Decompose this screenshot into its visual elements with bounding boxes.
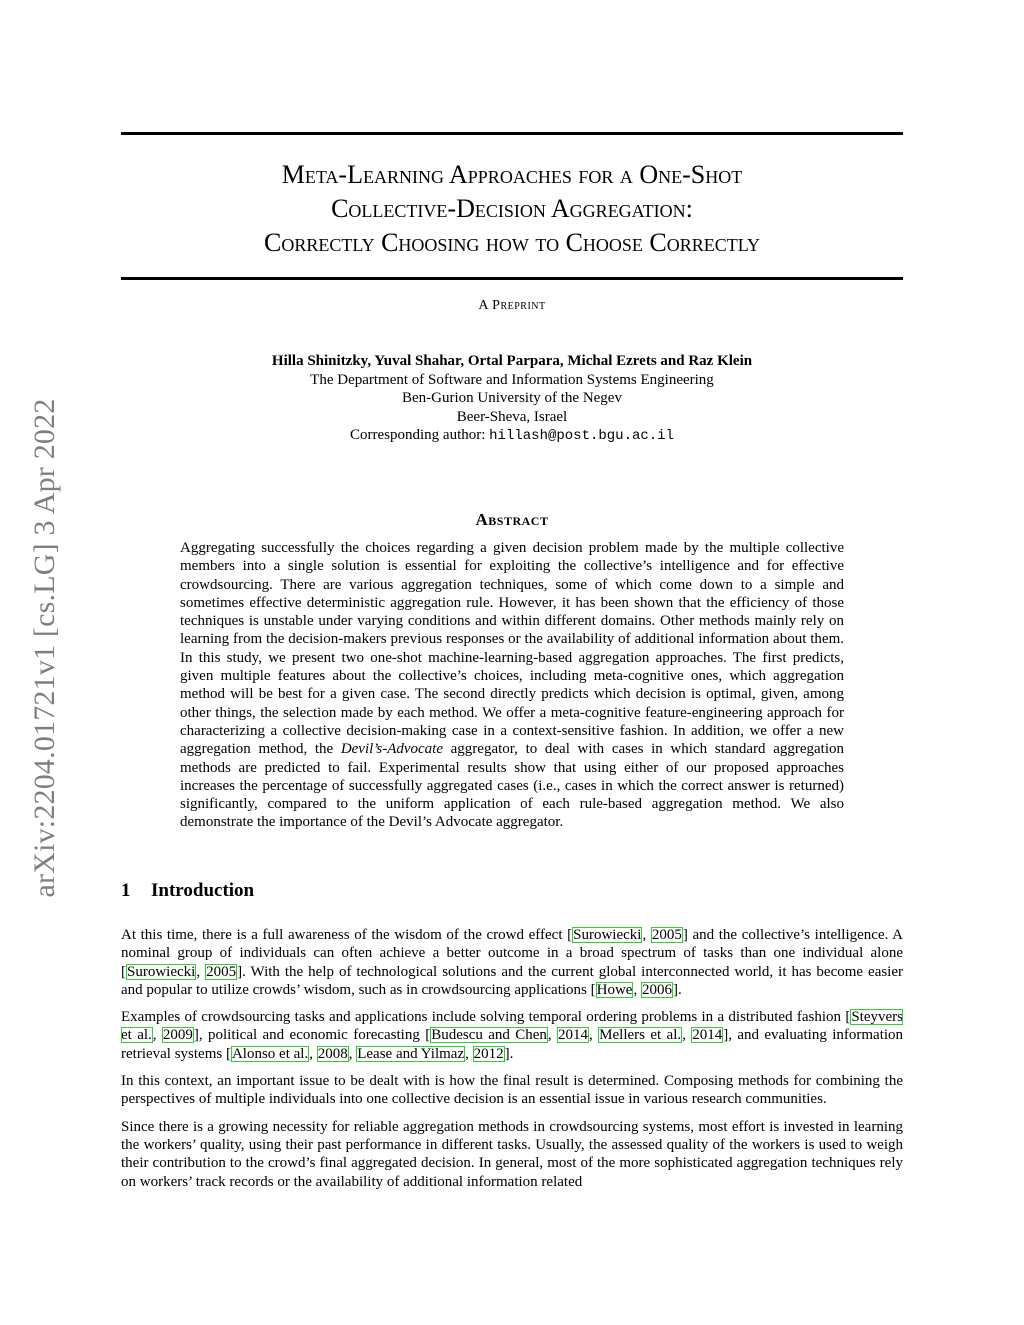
paragraph-text: ,	[642, 927, 651, 943]
abstract-devils-advocate-term: Devil’s-Advocate	[340, 741, 443, 758]
citation-link[interactable]: 2009	[162, 1027, 193, 1044]
title-top-rule	[121, 132, 903, 135]
paragraph-4: Since there is a growing necessity for reliable aggregation methods in crowdsourcing systems, most effort is invested in learning the workers’ quality, using their past performance in different tasks. Usually, the assessed quality of the workers is used to weigh their contribution to the crowd’s final aggregated decision. In general, most of the more sophisticated aggregation techniques rely on workers’ track records or the availability of additional information related	[121, 1118, 903, 1190]
paragraph-1	[121, 926, 903, 999]
citation-link[interactable]: Mellers et al.	[599, 1027, 682, 1044]
paragraph-text: ] and the collective’s intelligence. A nominal group of individuals can often achieve a better outcome in a broad spectrum of tasks than one individual alone [	[121, 927, 903, 980]
corresponding-author-label: Corresponding author:	[350, 427, 486, 443]
abstract-body	[180, 539, 844, 832]
paragraph-text: ].	[504, 1045, 514, 1062]
citation-link[interactable]: Budescu and Chen	[431, 1027, 547, 1044]
citation-link[interactable]: Steyvers et al.	[121, 1009, 903, 1044]
paragraph-text: ,	[547, 1027, 558, 1044]
paragraph-text: ,	[309, 1045, 317, 1062]
paragraph-text: ,	[196, 963, 206, 980]
paragraph-text: ,	[633, 981, 641, 998]
corresponding-author	[0, 426, 1024, 446]
paragraph-text: ], political and economic forecasting [	[193, 1027, 431, 1044]
paragraph-text: Examples of crowdsourcing tasks and applications include solving temporal ordering problems in a distributed fashion [	[121, 1009, 851, 1026]
paragraph-text: At this time, there is a full awareness of the wisdom of the crowd effect [	[121, 927, 573, 943]
citation-link[interactable]: 2006	[641, 981, 672, 998]
introduction-body	[121, 926, 903, 1200]
paragraph-text: ,	[682, 1027, 692, 1044]
author-university: Ben-Gurion University of the Negev	[402, 390, 622, 406]
author-department: The Department of Software and Information Systems Engineering	[310, 371, 714, 388]
paragraph-text: ,	[465, 1045, 473, 1062]
citation-link[interactable]: 2005	[651, 927, 682, 943]
citation-link[interactable]: 2012	[473, 1045, 504, 1062]
citation-link[interactable]: Alonso et al.	[231, 1045, 309, 1062]
abstract-heading: Abstract	[475, 510, 549, 529]
paper-title	[121, 158, 903, 260]
abstract-text-part-1: Aggregating successfully the choices regarding a given decision problem made by the multiple collective members into a single solution is essential for exploiting the collective’s intelligence and for effective crowdsourcing. There are various aggregation techniques, some of which come down to a simple and sometimes effective deterministic aggregation rule. However, it has been shown that the efficiency of those techniques is unstable under varying conditions and within different domains. Other methods mainly rely on learning from the decision-makers previous responses or the availability of additional information about them. In this study, we present two one-shot machine-learning-based aggregation approaches. The first predicts, given multiple features about the collective’s choices, including meta-cognitive ones, which aggregation method will be best for a given case. The second directly predicts which decision is optimal, given, among other things, the selection made by each method. We offer a meta-cognitive feature-engineering approach for characterizing a collective decision-making case in a context-sensitive fashion. In addition, we offer a new aggregation method, the	[180, 540, 844, 758]
paragraph-text: ,	[589, 1027, 599, 1044]
citation-link[interactable]: Lease and Yilmaz	[357, 1045, 465, 1062]
citation-link[interactable]: Howe	[596, 981, 633, 998]
citation-link[interactable]: 2014	[692, 1027, 723, 1044]
section-title: Introduction	[151, 880, 255, 901]
title-line-1: Meta-Learning Approaches for a One-Shot	[281, 160, 743, 189]
paragraph-text: ].	[672, 981, 682, 998]
citation-link[interactable]: Surowiecki	[127, 963, 196, 980]
title-line-2: Collective-Decision Aggregation:	[331, 194, 693, 223]
paragraph-2	[121, 1008, 903, 1063]
section-heading-introduction	[121, 880, 254, 902]
author-block	[0, 352, 1024, 446]
section-number: 1	[121, 880, 131, 901]
corresponding-author-email[interactable]: hillash@post.bgu.ac.il	[489, 428, 674, 444]
paragraph-text: ,	[348, 1045, 357, 1062]
paragraph-text: ], and evaluating information retrieval systems [	[121, 1027, 904, 1062]
citation-link[interactable]: 2014	[558, 1027, 589, 1044]
paragraph-text: ,	[152, 1027, 162, 1044]
paragraph-text: ]. With the help of technological solutions and the current global interconnected world, it has become easier and popular to utilize crowds’ wisdom, such as in crowdsourcing applications [	[121, 963, 904, 998]
title-bottom-rule	[121, 277, 903, 280]
author-names: Hilla Shinitzky, Yuval Shahar, Ortal Parpara, Michal Ezrets and Raz Klein	[271, 353, 753, 369]
arxiv-identifier-stamp: arXiv:2204.01721v1 [cs.LG] 3 Apr 2022	[28, 398, 61, 898]
author-location: Beer-Sheva, Israel	[456, 408, 568, 425]
citation-link[interactable]: 2005	[206, 963, 237, 980]
citation-link[interactable]: 2008	[317, 1045, 348, 1062]
abstract-text-part-2: aggregator, to deal with cases in which standard aggregation methods are predicted to fail. Experimental results show that using either of our proposed approaches increases the percentage of successfully aggregated cases (i.e., cases in which the correct answer is returned) significantly, compared to the uniform application of each rule-based aggregation method. We also demonstrate the importance of the Devil’s Advocate aggregator.	[180, 741, 844, 831]
citation-link[interactable]: Surowiecki	[573, 927, 642, 943]
preprint-label: A Preprint	[478, 298, 546, 313]
paragraph-3: In this context, an important issue to be dealt with is how the final result is determined. Composing methods for combining the perspectives of multiple individuals into one collective decision is an essential issue in various research communities.	[121, 1073, 903, 1108]
title-line-3: Correctly Choosing how to Choose Correctly	[264, 228, 760, 257]
